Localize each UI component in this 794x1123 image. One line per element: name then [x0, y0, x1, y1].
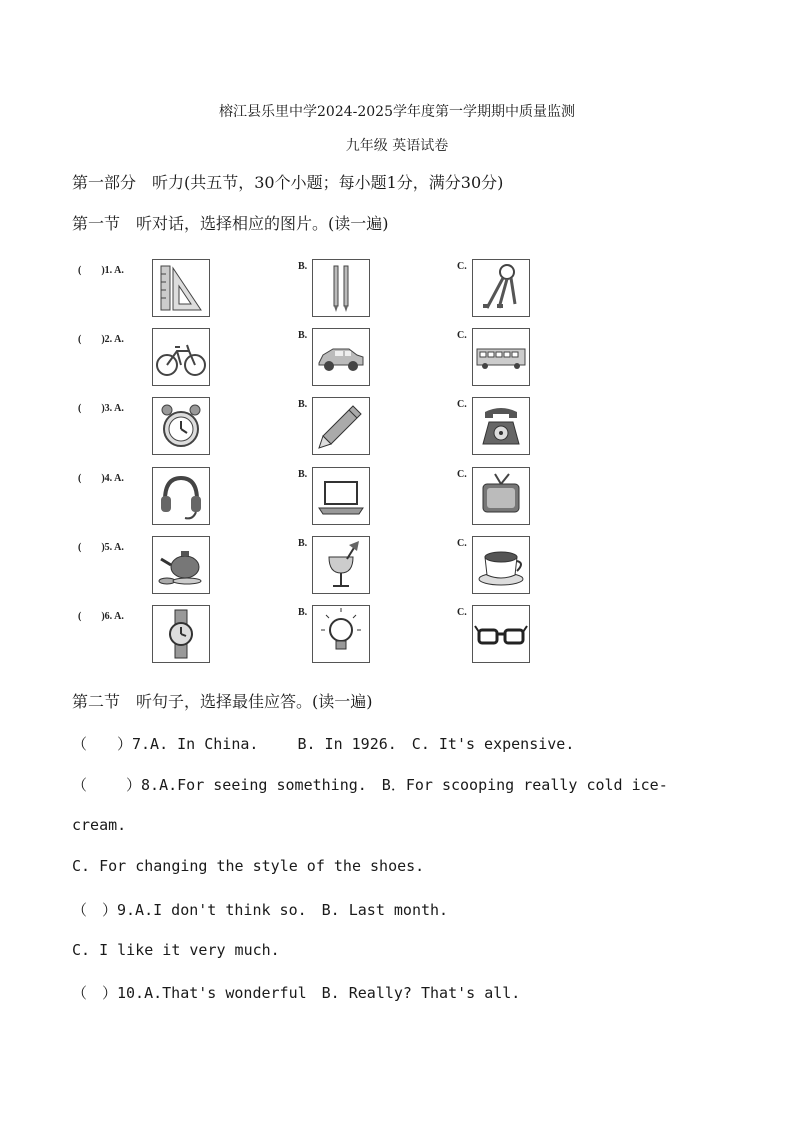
option-b-label: B.: [298, 538, 308, 549]
question-row-1: [0, 259, 794, 321]
laptop-icon[interactable]: [312, 467, 370, 525]
option-c-label: C.: [457, 399, 467, 410]
option-c-label: C.: [457, 538, 467, 549]
question-label: ( )2. A.: [78, 334, 124, 345]
alarm-clock-icon[interactable]: [152, 397, 210, 455]
question-row-6: [0, 605, 794, 667]
pencil-icon[interactable]: [312, 397, 370, 455]
teapot-icon[interactable]: [152, 536, 210, 594]
question-9-line: （ ）9.A.I don't think so. B. Last month.: [72, 901, 449, 919]
pens-icon[interactable]: [312, 259, 370, 317]
telephone-icon[interactable]: [472, 397, 530, 455]
television-icon[interactable]: [472, 467, 530, 525]
option-b-label: B.: [298, 399, 308, 410]
question-row-5: [0, 536, 794, 598]
exam-subtitle: 九年级 英语试卷: [345, 138, 449, 154]
bus-icon[interactable]: [472, 328, 530, 386]
question-label: ( )3. A.: [78, 403, 124, 414]
question-10-line: （ ）10.A.That's wonderful B. Really? That's all.: [72, 984, 521, 1002]
question-7-line: （ ）7.A. In China. B. In 1926. C. It's expensive.: [72, 735, 575, 753]
option-b-label: B.: [298, 261, 308, 272]
option-c-label: C.: [457, 469, 467, 480]
option-b-label: B.: [298, 469, 308, 480]
question-label: ( )5. A.: [78, 542, 124, 553]
question-row-2: [0, 328, 794, 390]
cocktail-glass-icon[interactable]: [312, 536, 370, 594]
option-c-label: C.: [457, 607, 467, 618]
question-8-option-c: C. For changing the style of the shoes.: [72, 857, 425, 875]
question-label: ( )6. A.: [78, 611, 124, 622]
option-b-label: B.: [298, 607, 308, 618]
option-c-label: C.: [457, 261, 467, 272]
question-8-line-cont: cream.: [72, 816, 127, 834]
part1-heading: 第一部分 听力(共五节，30个小题；每小题1分，满分30分): [72, 173, 504, 192]
question-8-line: （ ）8.A.For seeing something. B．For scooping really cold ice-: [72, 776, 668, 794]
headphones-icon[interactable]: [152, 467, 210, 525]
bicycle-icon[interactable]: [152, 328, 210, 386]
keys-icon[interactable]: [472, 259, 530, 317]
glasses-icon[interactable]: [472, 605, 530, 663]
exam-title: 榕江县乐里中学2024-2025学年度第一学期期中质量监测: [219, 104, 575, 120]
question-label: ( )4. A.: [78, 473, 124, 484]
question-9-option-c: C. I like it very much.: [72, 941, 280, 959]
question-label: ( )1. A.: [78, 265, 124, 276]
light-bulb-icon[interactable]: [312, 605, 370, 663]
ruler-triangle-icon[interactable]: [152, 259, 210, 317]
option-c-label: C.: [457, 330, 467, 341]
section1-heading: 第一节 听对话，选择相应的图片。(读一遍): [72, 214, 389, 233]
question-row-3: [0, 397, 794, 459]
car-icon[interactable]: [312, 328, 370, 386]
wristwatch-icon[interactable]: [152, 605, 210, 663]
section2-heading: 第二节 听句子，选择最佳应答。(读一遍): [72, 692, 373, 711]
option-b-label: B.: [298, 330, 308, 341]
question-row-4: [0, 467, 794, 529]
coffee-cup-icon[interactable]: [472, 536, 530, 594]
